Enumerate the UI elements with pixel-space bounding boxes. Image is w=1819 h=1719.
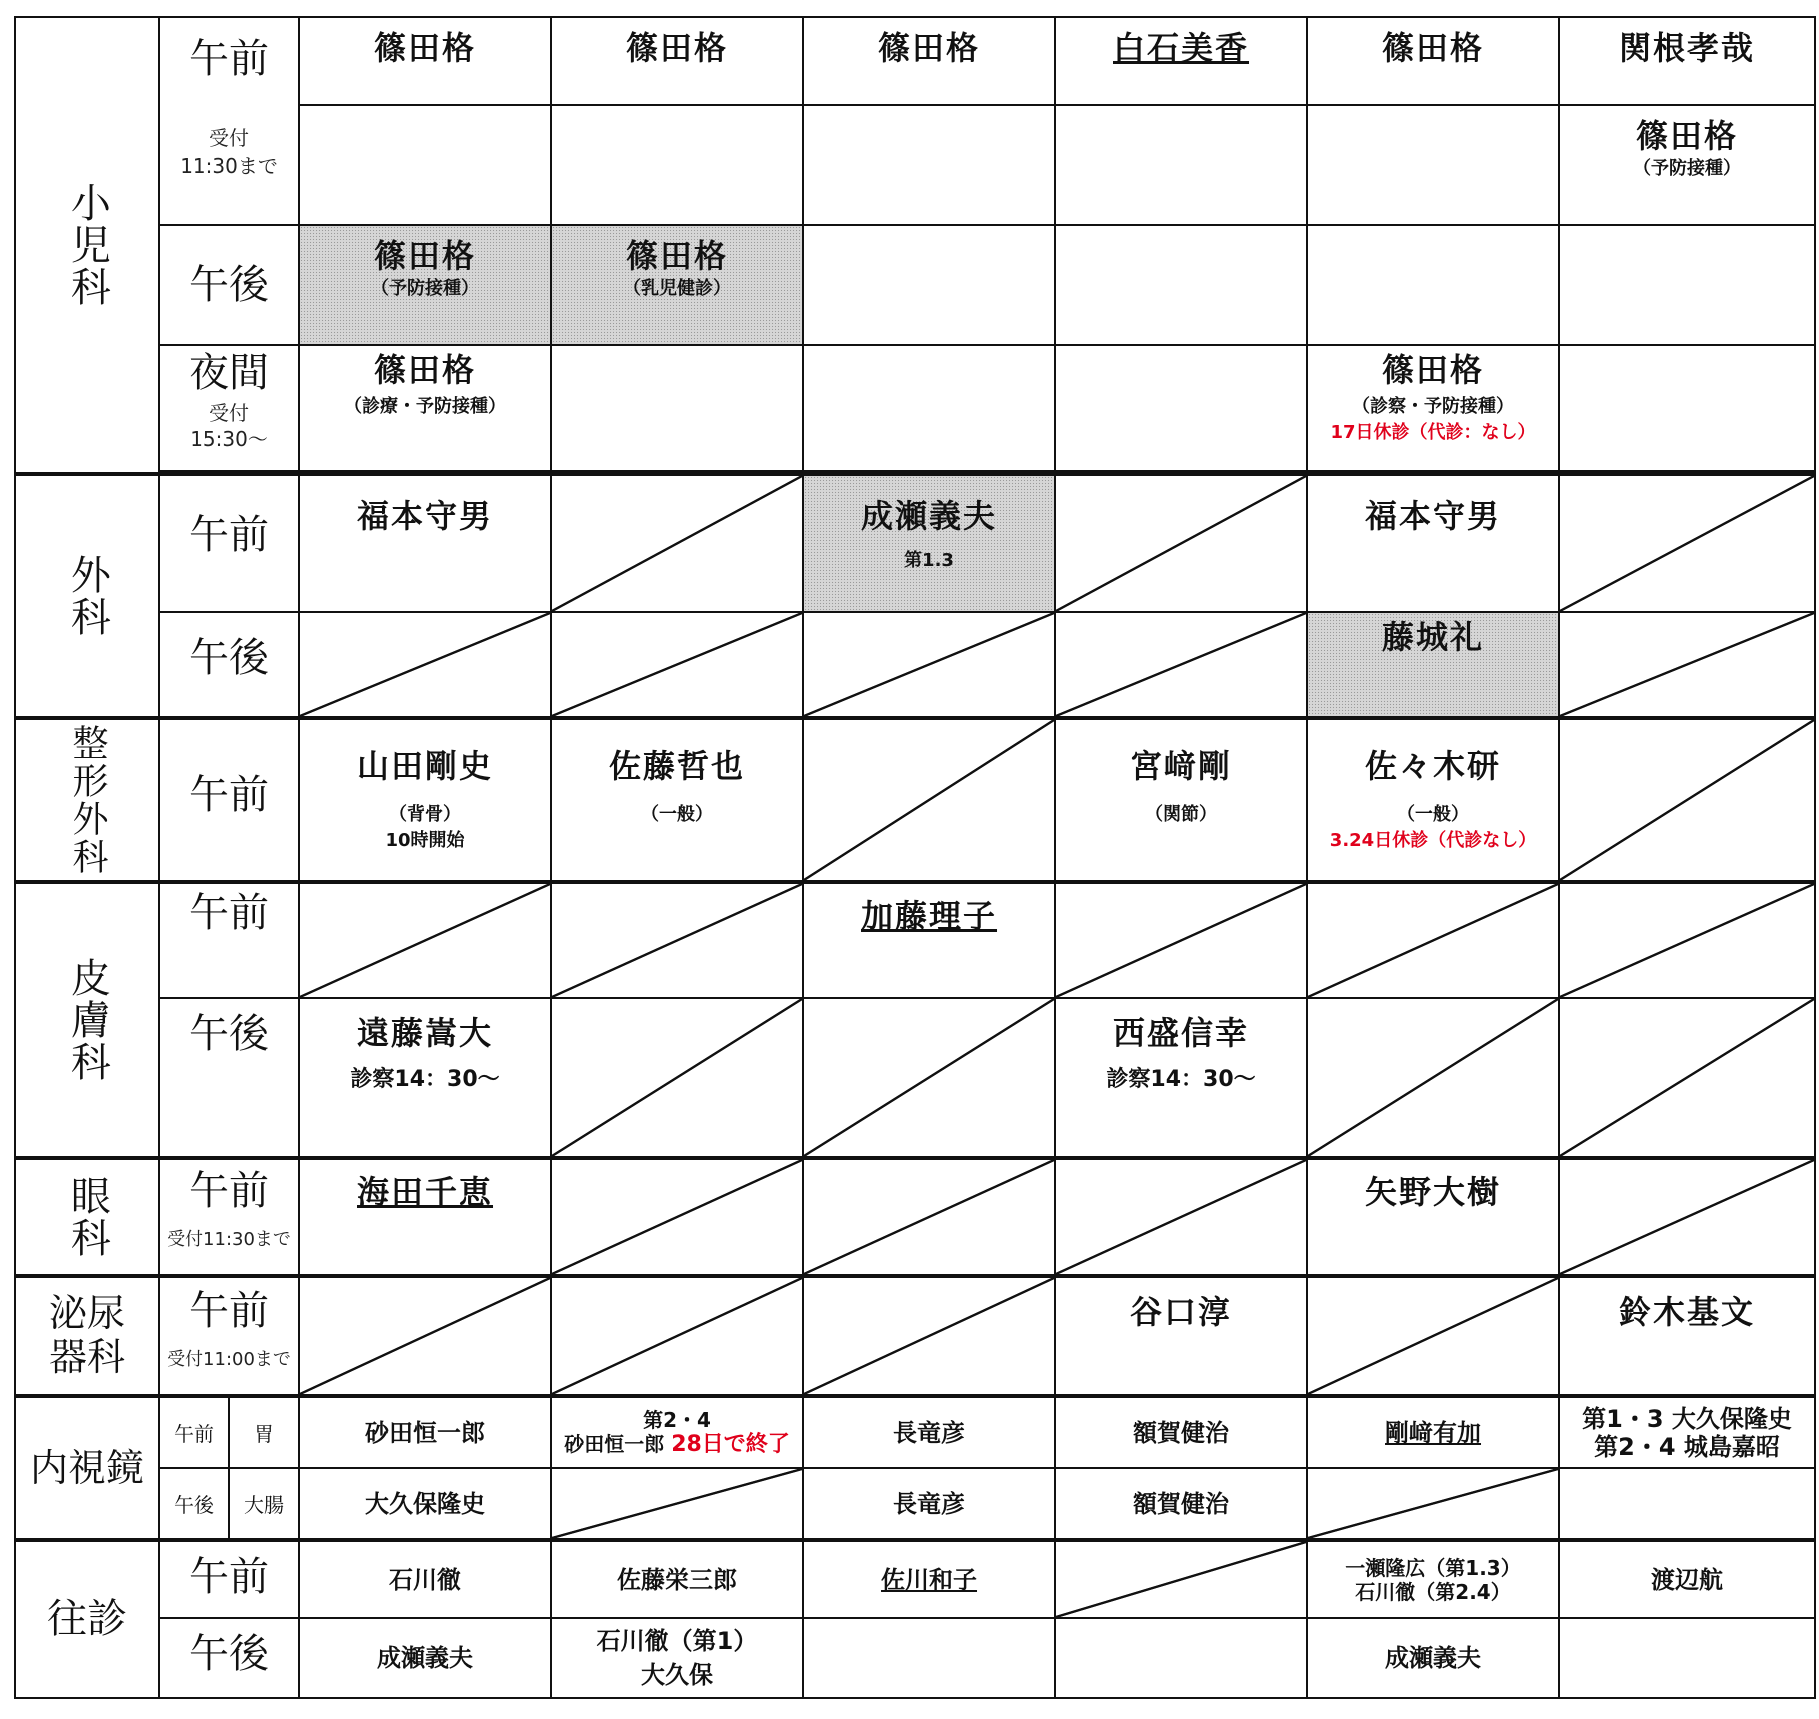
surg-pm-tue bbox=[551, 612, 803, 718]
period-eye-am: 午前 受付11:30まで bbox=[159, 1158, 299, 1276]
uro-thu: 谷口淳 bbox=[1055, 1276, 1307, 1396]
reception-note: 受付 11:30まで bbox=[180, 126, 278, 178]
dept-pediatrics: 小児科 bbox=[15, 17, 159, 474]
ped-am2-thu bbox=[1055, 105, 1307, 225]
derm-pm-sat bbox=[1559, 998, 1815, 1158]
endo-am-fri: 剛﨑有加 bbox=[1307, 1396, 1559, 1468]
eye-mon: 海田千恵 bbox=[299, 1158, 551, 1276]
eye-tue bbox=[551, 1158, 803, 1276]
endo-am-tue: 第2・4 砂田恒一郎 28日で終了 bbox=[551, 1396, 803, 1468]
ped-am2-mon bbox=[299, 105, 551, 225]
eye-sat bbox=[1559, 1158, 1815, 1276]
period-label: 午前 bbox=[189, 36, 269, 82]
home-pm-sat bbox=[1559, 1618, 1815, 1698]
period-surg-am: 午前 bbox=[159, 474, 299, 612]
ped-am-fri: 篠田格 bbox=[1307, 17, 1559, 105]
ped-am2-sat: 篠田格 （予防接種） bbox=[1559, 105, 1815, 225]
eye-thu bbox=[1055, 1158, 1307, 1276]
surg-pm-thu bbox=[1055, 612, 1307, 718]
period-ped-am bbox=[159, 17, 299, 225]
dept-home-visit: 往診 bbox=[15, 1540, 159, 1698]
derm-am-thu bbox=[1055, 882, 1307, 998]
reception-note: 受付11:30まで bbox=[167, 1229, 291, 1250]
eye-wed bbox=[803, 1158, 1055, 1276]
ped-am-tue: 篠田格 bbox=[551, 17, 803, 105]
ped-am2-fri bbox=[1307, 105, 1559, 225]
home-pm-fri: 成瀬義夫 bbox=[1307, 1618, 1559, 1698]
home-pm-mon: 成瀬義夫 bbox=[299, 1618, 551, 1698]
ortho-mon: 山田剛史 （背骨） 10時開始 bbox=[299, 718, 551, 882]
home-am-thu bbox=[1055, 1540, 1307, 1618]
schedule-table bbox=[14, 16, 1816, 1699]
home-am-wed: 佐川和子 bbox=[803, 1540, 1055, 1618]
ped-pm-tue: 篠田格 （乳児健診） bbox=[551, 225, 803, 345]
derm-am-sat bbox=[1559, 882, 1815, 998]
ped-am-sat: 関根孝哉 bbox=[1559, 17, 1815, 105]
endo-am-thu: 額賀健治 bbox=[1055, 1396, 1307, 1468]
period-ped-pm: 午後 bbox=[159, 225, 299, 345]
dept-surgery: 外科 bbox=[15, 474, 159, 718]
ortho-wed bbox=[803, 718, 1055, 882]
home-pm-thu bbox=[1055, 1618, 1307, 1698]
period-home-pm: 午後 bbox=[159, 1618, 299, 1698]
ortho-fri: 佐々木研 （一般） 3.24日休診（代診なし） bbox=[1307, 718, 1559, 882]
derm-pm-tue bbox=[551, 998, 803, 1158]
period-endo-pm: 午後 bbox=[159, 1468, 229, 1540]
dept-orthopedics: 整形外科 bbox=[15, 718, 159, 882]
home-am-tue: 佐藤栄三郎 bbox=[551, 1540, 803, 1618]
ped-pm-thu bbox=[1055, 225, 1307, 345]
derm-am-tue bbox=[551, 882, 803, 998]
ped-night-mon: 篠田格 （診療・予防接種） bbox=[299, 345, 551, 471]
endo-colon-label: 大腸 bbox=[229, 1468, 299, 1540]
ped-night-tue bbox=[551, 345, 803, 471]
surg-pm-fri: 藤城礼 bbox=[1307, 612, 1559, 718]
surg-pm-mon bbox=[299, 612, 551, 718]
ortho-tue: 佐藤哲也 （一般） bbox=[551, 718, 803, 882]
endo-am-wed: 長竜彦 bbox=[803, 1396, 1055, 1468]
uro-tue bbox=[551, 1276, 803, 1396]
eye-fri: 矢野大樹 bbox=[1307, 1158, 1559, 1276]
endo-pm-fri bbox=[1307, 1468, 1559, 1540]
endo-pm-wed: 長竜彦 bbox=[803, 1468, 1055, 1540]
surg-am-tue bbox=[551, 474, 803, 612]
endo-pm-tue bbox=[551, 1468, 803, 1540]
period-home-am: 午前 bbox=[159, 1540, 299, 1618]
derm-pm-mon: 遠藤嵩大 診察14：30～ bbox=[299, 998, 551, 1158]
uro-wed bbox=[803, 1276, 1055, 1396]
ped-am-thu: 白石美香 bbox=[1055, 17, 1307, 105]
ped-am-mon: 篠田格 bbox=[299, 17, 551, 105]
ped-pm-fri bbox=[1307, 225, 1559, 345]
ped-pm-mon: 篠田格 （予防接種） bbox=[299, 225, 551, 345]
reception-note: 受付11:00まで bbox=[167, 1349, 291, 1370]
dept-endoscopy: 内視鏡 bbox=[15, 1396, 159, 1540]
home-am-fri: 一瀬隆広（第1.3） 石川徹（第2.4） bbox=[1307, 1540, 1559, 1618]
period-derm-pm: 午後 bbox=[159, 998, 299, 1158]
endo-stomach-label: 胃 bbox=[229, 1396, 299, 1468]
surg-am-thu bbox=[1055, 474, 1307, 612]
ortho-sat bbox=[1559, 718, 1815, 882]
ped-am-wed: 篠田格 bbox=[803, 17, 1055, 105]
ped-am2-tue bbox=[551, 105, 803, 225]
endo-pm-sat bbox=[1559, 1468, 1815, 1540]
dept-ophthalmology: 眼科 bbox=[15, 1158, 159, 1276]
surg-am-mon: 福本守男 bbox=[299, 474, 551, 612]
home-am-mon: 石川徹 bbox=[299, 1540, 551, 1618]
ped-pm-wed bbox=[803, 225, 1055, 345]
ped-pm-sat bbox=[1559, 225, 1815, 345]
ped-night-wed bbox=[803, 345, 1055, 471]
derm-am-mon bbox=[299, 882, 551, 998]
ped-night-sat bbox=[1559, 345, 1815, 471]
surg-am-sat bbox=[1559, 474, 1815, 612]
period-ortho-am: 午前 bbox=[159, 718, 299, 882]
uro-fri bbox=[1307, 1276, 1559, 1396]
surg-am-fri: 福本守男 bbox=[1307, 474, 1559, 612]
endo-am-mon: 砂田恒一郎 bbox=[299, 1396, 551, 1468]
dept-dermatology: 皮膚科 bbox=[15, 882, 159, 1158]
uro-mon bbox=[299, 1276, 551, 1396]
endo-am-sat: 第1・3 大久保隆史 第2・4 城島嘉昭 bbox=[1559, 1396, 1815, 1468]
derm-pm-wed bbox=[803, 998, 1055, 1158]
ortho-thu: 宮﨑剛 （関節） bbox=[1055, 718, 1307, 882]
period-ped-night: 夜間 受付 15:30～ bbox=[159, 345, 299, 471]
surg-pm-sat bbox=[1559, 612, 1815, 718]
uro-sat: 鈴木基文 bbox=[1559, 1276, 1815, 1396]
home-pm-tue: 石川徹（第1） 大久保 bbox=[551, 1618, 803, 1698]
ped-am2-wed bbox=[803, 105, 1055, 225]
surg-pm-wed bbox=[803, 612, 1055, 718]
dept-urology: 泌尿器科 bbox=[15, 1276, 159, 1396]
derm-pm-fri bbox=[1307, 998, 1559, 1158]
period-uro-am: 午前 受付11:00まで bbox=[159, 1276, 299, 1396]
derm-pm-thu: 西盛信幸 診察14：30～ bbox=[1055, 998, 1307, 1158]
home-pm-wed bbox=[803, 1618, 1055, 1698]
period-surg-pm: 午後 bbox=[159, 612, 299, 718]
derm-am-fri bbox=[1307, 882, 1559, 998]
ped-night-thu bbox=[1055, 345, 1307, 471]
reception-note: 受付 15:30～ bbox=[190, 401, 268, 451]
ped-night-fri: 篠田格 （診察・予防接種） 17日休診（代診：なし） bbox=[1307, 345, 1559, 471]
endo-pm-mon: 大久保隆史 bbox=[299, 1468, 551, 1540]
surg-am-wed: 成瀬義夫 第1.3 bbox=[803, 474, 1055, 612]
endo-pm-thu: 額賀健治 bbox=[1055, 1468, 1307, 1540]
period-endo-am: 午前 bbox=[159, 1396, 229, 1468]
derm-am-wed: 加藤理子 bbox=[803, 882, 1055, 998]
home-am-sat: 渡辺航 bbox=[1559, 1540, 1815, 1618]
period-derm-am: 午前 bbox=[159, 882, 299, 998]
